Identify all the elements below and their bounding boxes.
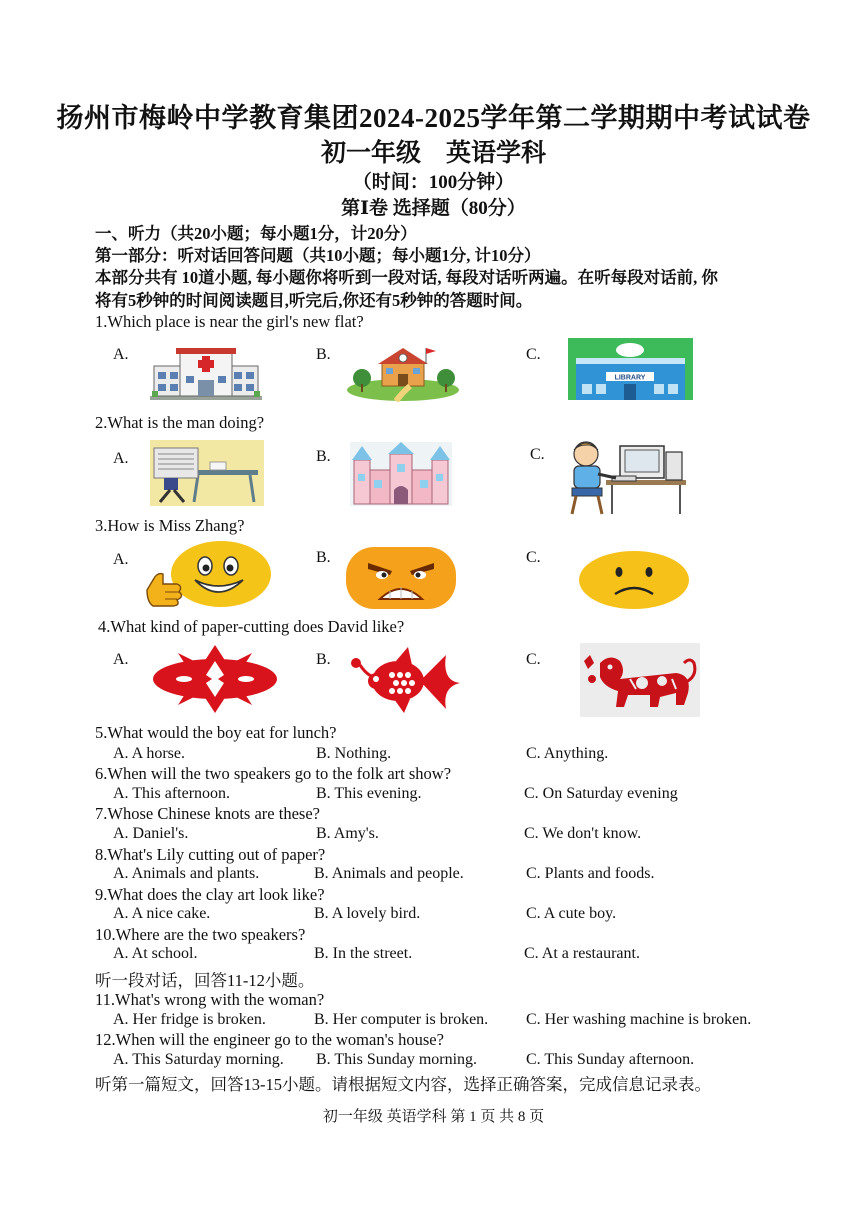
option-label: C.	[526, 651, 541, 668]
option-b: B. Her computer is broken.	[314, 1011, 489, 1028]
option-c: C. Her washing machine is broken.	[526, 1011, 752, 1028]
option-label: B.	[316, 346, 331, 363]
question-7: 7.Whose Chinese knots are these?	[95, 804, 320, 823]
question-6: 6.When will the two speakers go to the folk art show?	[95, 764, 452, 783]
park-icon	[346, 342, 461, 402]
option-a: A. A nice cake.	[113, 905, 211, 922]
option-b: B. A lovely bird.	[314, 905, 421, 922]
instruction-11-12: 听一段对话，回答11-12小题。	[95, 971, 315, 990]
part-heading: 第一部分：听对话回答问题（共10小题；每小题1分, 计10分）	[95, 246, 541, 265]
option-b: B. Animals and people.	[314, 865, 464, 882]
instruction-line-1: 本部分共有 10道小题, 每小题你将听到一段对话, 每段对话听两遍。在听每段对话前, 你	[95, 268, 718, 287]
option-a: A. Daniel's.	[113, 825, 189, 842]
option-label: C.	[526, 549, 541, 566]
volume-heading: 第Ⅰ卷 选择题（80分）	[341, 198, 526, 219]
option-c: C. A cute boy.	[526, 905, 617, 922]
hospital-icon	[150, 344, 262, 400]
option-c: C. This Sunday afternoon.	[526, 1051, 695, 1068]
library-icon	[568, 338, 693, 400]
flower-papercut-icon	[150, 643, 280, 715]
option-label: A.	[113, 651, 129, 668]
question-3: 3.How is Miss Zhang?	[95, 516, 245, 535]
option-label: A.	[113, 450, 129, 467]
instruction-line-2: 将有5秒钟的时间阅读题目,听完后,你还有5秒钟的答题时间。	[95, 291, 533, 310]
option-c: C. At a restaurant.	[524, 945, 640, 962]
exam-subtitle: 初一年级 英语学科	[320, 140, 546, 167]
option-label: C.	[530, 446, 545, 463]
option-b: B. This Sunday morning.	[316, 1051, 478, 1068]
library-sign: LIBRARY	[614, 374, 646, 382]
option-label: C.	[526, 346, 541, 363]
section-heading: 一、听力（共20小题；每小题1分，计20分）	[95, 224, 417, 243]
option-b: B. In the street.	[314, 945, 413, 962]
question-10: 10.Where are the two speakers?	[95, 925, 306, 944]
question-5: 5.What would the boy eat for lunch?	[95, 723, 337, 742]
option-a: A. This Saturday morning.	[113, 1051, 284, 1068]
question-8: 8.What's Lily cutting out of paper?	[95, 845, 326, 864]
question-4: 4.What kind of paper-cutting does David like?	[98, 617, 405, 636]
question-1: 1.Which place is near the girl's new flat?	[95, 312, 364, 331]
castle-icon	[350, 442, 452, 506]
question-2: 2.What is the man doing?	[95, 413, 265, 432]
exam-time: （时间：100分钟）	[352, 172, 515, 193]
option-label: A.	[113, 346, 129, 363]
option-c: C. On Saturday evening	[524, 785, 678, 802]
option-b: B. This evening.	[316, 785, 422, 802]
option-label: B.	[316, 448, 331, 465]
option-a: A. At school.	[113, 945, 198, 962]
option-a: A. Her fridge is broken.	[113, 1011, 266, 1028]
question-11: 11.What's wrong with the woman?	[95, 990, 325, 1009]
exam-title: 扬州市梅岭中学教育集团2024-2025学年第二学期期中考试试卷	[56, 103, 811, 133]
page-footer: 初一年级 英语学科 第 1 页 共 8 页	[322, 1109, 545, 1125]
option-c: C. Anything.	[526, 745, 609, 762]
option-a: A. A horse.	[113, 745, 185, 762]
option-label: B.	[316, 549, 331, 566]
sad-face-icon	[577, 550, 691, 610]
option-b: B. Amy's.	[316, 825, 379, 842]
happy-face-icon	[143, 540, 275, 610]
question-12: 12.When will the engineer go to the woman's house?	[95, 1030, 444, 1049]
option-a: A. This afternoon.	[113, 785, 231, 802]
reading-newspaper-icon	[150, 440, 264, 506]
option-a: A. Animals and plants.	[113, 865, 260, 882]
option-b: B. Nothing.	[316, 745, 392, 762]
tiger-papercut-icon	[580, 643, 700, 717]
using-computer-icon	[562, 436, 690, 516]
question-9: 9.What does the clay art look like?	[95, 885, 325, 904]
option-label: B.	[316, 651, 331, 668]
instruction-13-15: 听第一篇短文，回答13-15小题。请根据短文内容，选择正确答案，完成信息记录表。	[95, 1075, 711, 1094]
angry-face-icon	[344, 545, 458, 611]
fish-papercut-icon	[346, 643, 462, 715]
option-c: C. Plants and foods.	[526, 865, 655, 882]
option-label: A.	[113, 551, 129, 568]
option-c: C. We don't know.	[524, 825, 642, 842]
